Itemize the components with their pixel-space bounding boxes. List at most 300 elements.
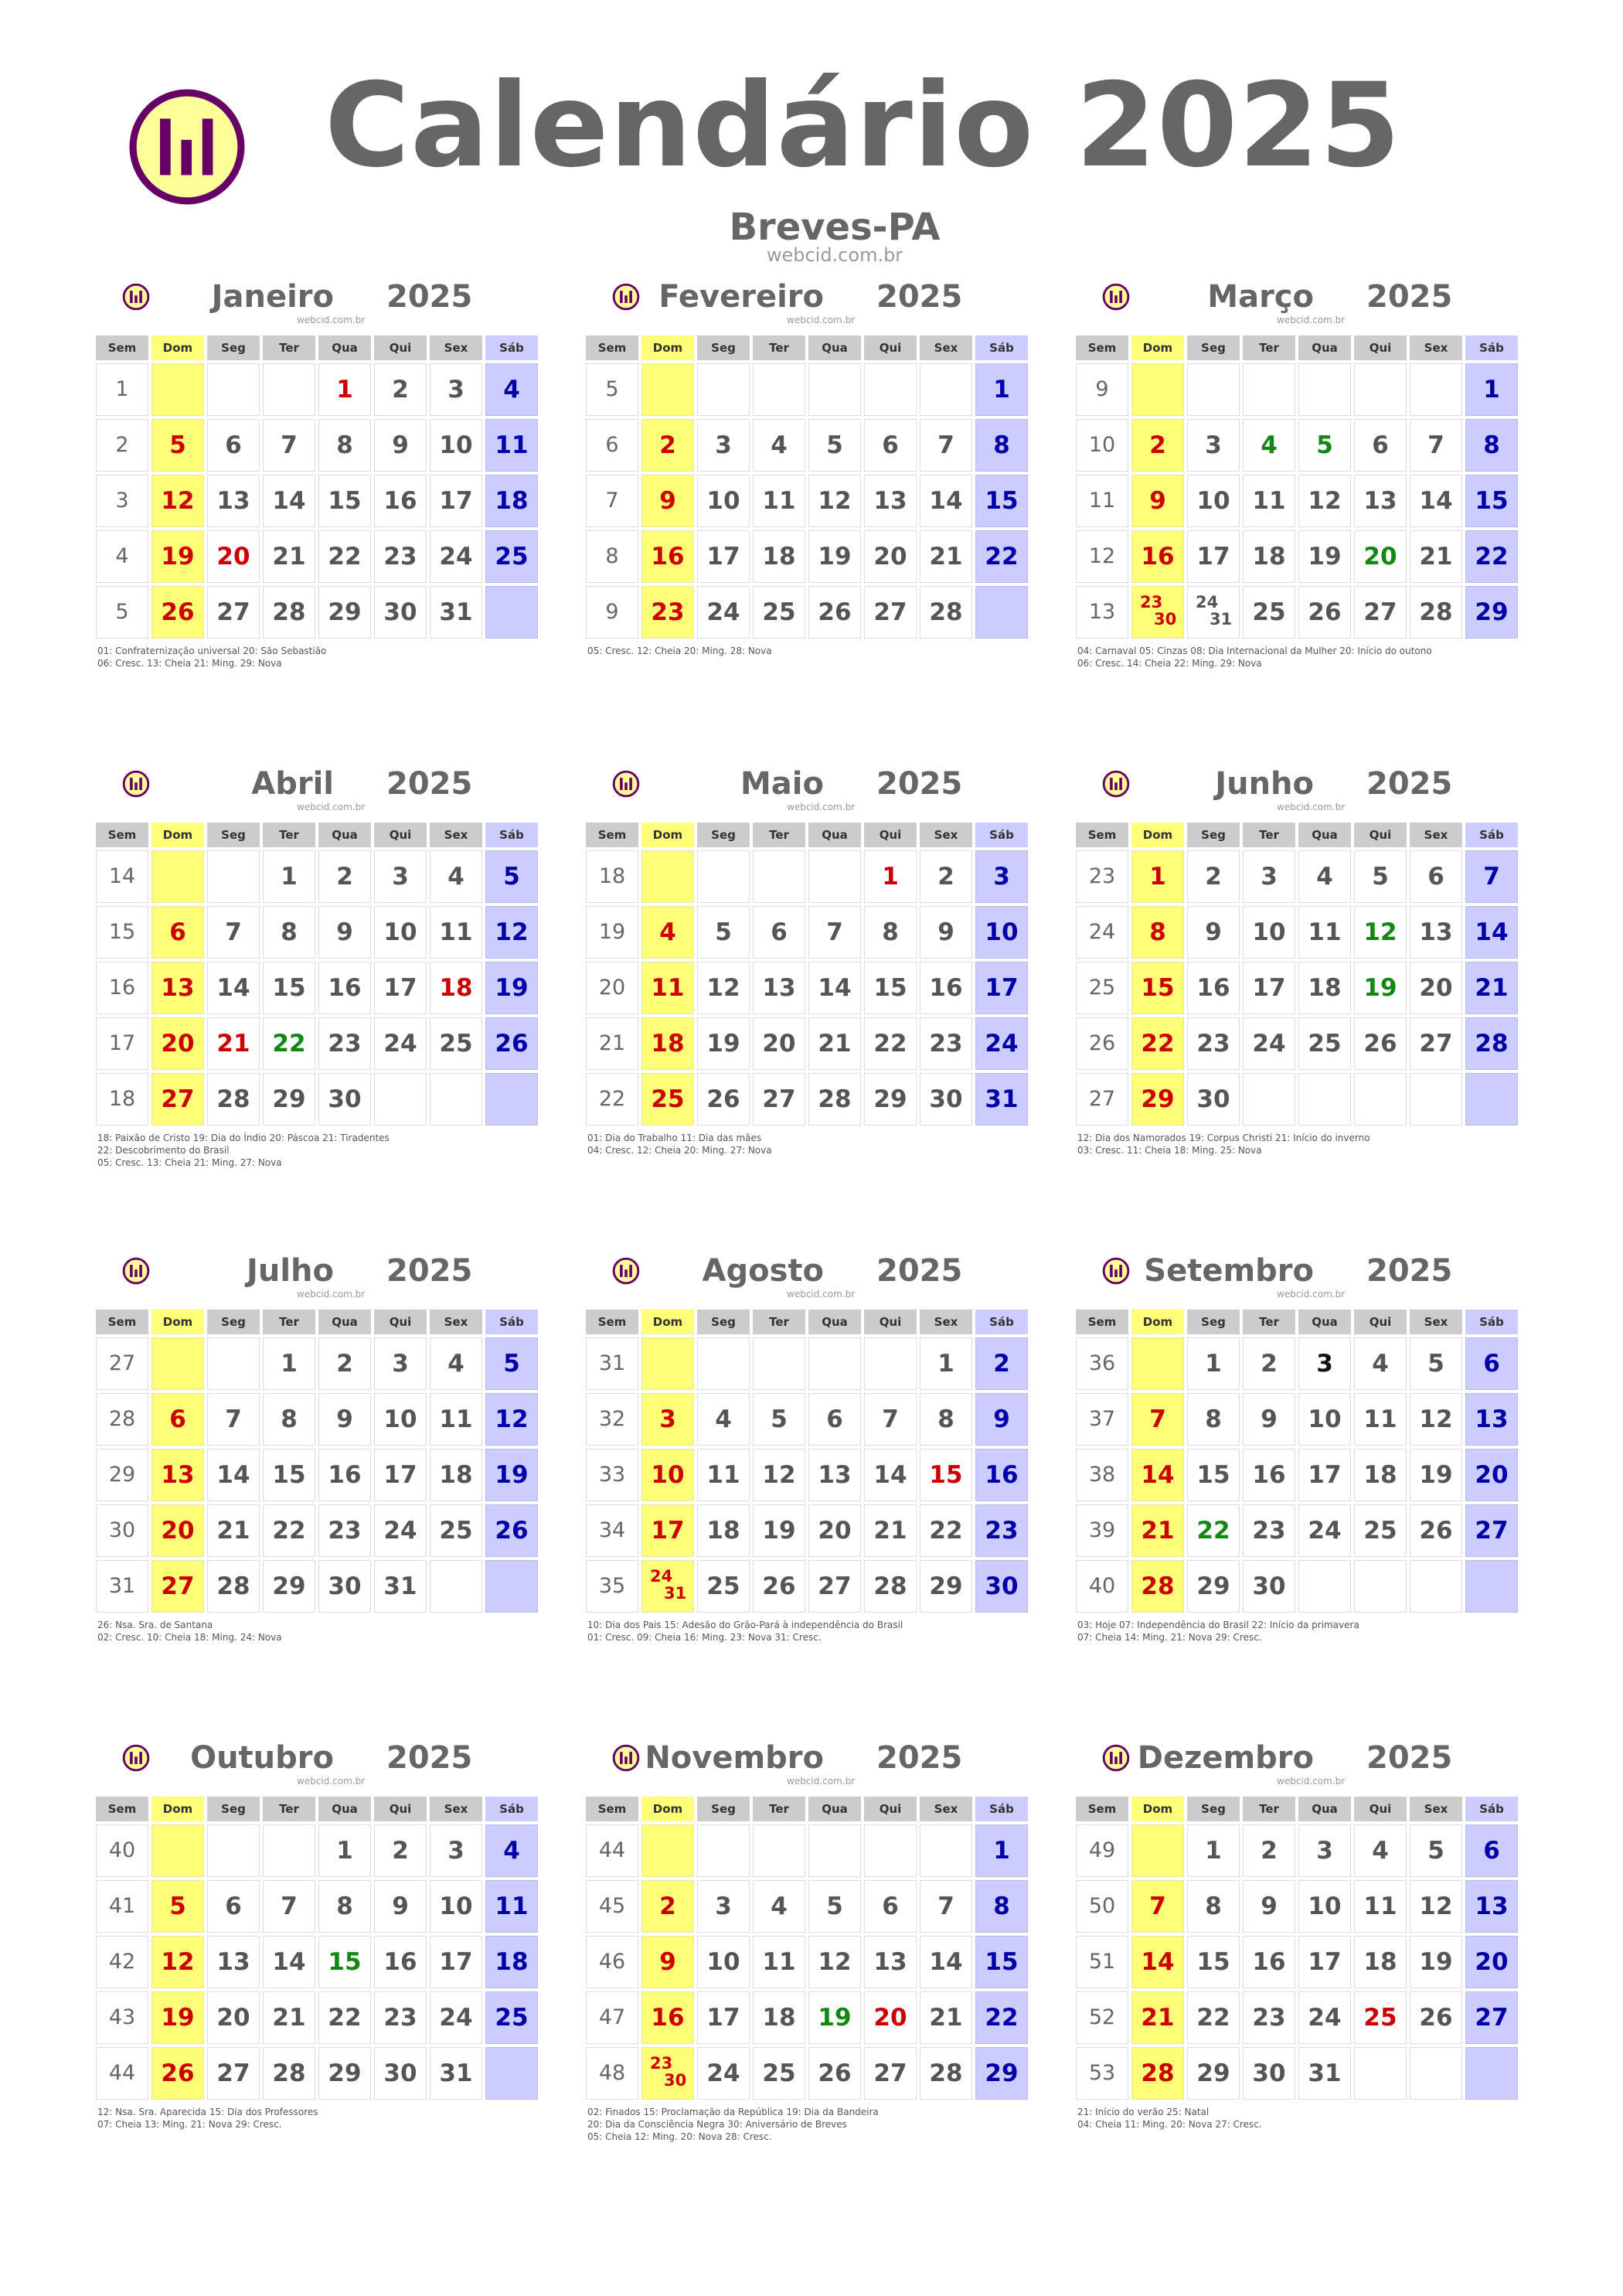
day-cell[interactable]: 22 <box>263 1017 315 1070</box>
day-cell[interactable]: 13 <box>1410 906 1462 959</box>
day-cell[interactable]: 12 <box>697 962 750 1014</box>
day-cell[interactable]: 17 <box>1187 530 1240 583</box>
day-cell[interactable]: 29 <box>263 1560 315 1613</box>
day-cell[interactable]: 13 <box>151 1449 204 1501</box>
day-cell[interactable]: 7 <box>263 1880 315 1933</box>
day-cell[interactable]: 12 <box>1298 475 1351 527</box>
day-cell[interactable]: 26 <box>151 2047 204 2100</box>
day-cell[interactable]: 27 <box>1465 1991 1518 2044</box>
day-cell[interactable]: 15 <box>1131 962 1184 1014</box>
day-cell[interactable]: 29 <box>1131 1073 1184 1126</box>
day-cell[interactable]: 4 <box>641 906 694 959</box>
day-cell[interactable]: 26 <box>485 1504 538 1557</box>
day-cell[interactable]: 15 <box>318 475 371 527</box>
day-cell[interactable]: 10 <box>641 1449 694 1501</box>
day-cell[interactable]: 28 <box>920 2047 972 2100</box>
day-cell[interactable]: 3 <box>1187 419 1240 472</box>
day-cell[interactable]: 14 <box>1410 475 1462 527</box>
day-cell[interactable]: 25 <box>641 1073 694 1126</box>
day-cell[interactable]: 28 <box>207 1560 260 1613</box>
day-cell[interactable]: 20 <box>864 1991 917 2044</box>
day-cell[interactable]: 18 <box>641 1017 694 1070</box>
day-cell[interactable]: 18 <box>430 1449 482 1501</box>
day-cell[interactable]: 12 <box>151 475 204 527</box>
day-cell[interactable]: 21 <box>207 1504 260 1557</box>
day-cell[interactable]: 10 <box>1298 1880 1351 1933</box>
day-cell[interactable]: 12 <box>1410 1880 1462 1933</box>
day-cell[interactable]: 2 <box>920 850 972 903</box>
day-cell[interactable]: 29 <box>318 2047 371 2100</box>
day-cell[interactable]: 10 <box>697 1936 750 1988</box>
day-cell[interactable]: 13 <box>864 475 917 527</box>
day-cell[interactable]: 13 <box>207 475 260 527</box>
day-cell[interactable]: 3 <box>430 1824 482 1877</box>
day-cell[interactable]: 27 <box>864 2047 917 2100</box>
day-cell[interactable]: 8 <box>864 906 917 959</box>
day-cell[interactable]: 15 <box>1187 1449 1240 1501</box>
day-cell[interactable]: 18 <box>430 962 482 1014</box>
day-cell[interactable]: 11 <box>753 475 805 527</box>
day-cell[interactable]: 18 <box>753 530 805 583</box>
day-cell[interactable]: 22 <box>864 1017 917 1070</box>
day-cell[interactable]: 15 <box>975 1936 1028 1988</box>
day-cell[interactable]: 22 <box>1131 1017 1184 1070</box>
day-cell[interactable]: 14 <box>920 475 972 527</box>
day-cell[interactable]: 14 <box>263 1936 315 1988</box>
day-cell[interactable]: 12 <box>1410 1393 1462 1446</box>
day-cell[interactable]: 7 <box>808 906 861 959</box>
day-cell[interactable]: 21 <box>263 1991 315 2044</box>
day-cell[interactable]: 26 <box>1410 1504 1462 1557</box>
day-cell[interactable]: 26 <box>485 1017 538 1070</box>
day-cell[interactable]: 29 <box>1465 586 1518 639</box>
day-cell[interactable]: 16 <box>318 962 371 1014</box>
day-cell[interactable]: 1 <box>1131 850 1184 903</box>
day-cell[interactable]: 14 <box>263 475 315 527</box>
day-cell[interactable]: 1 <box>864 850 917 903</box>
day-cell[interactable]: 18 <box>1298 962 1351 1014</box>
day-cell[interactable]: 28 <box>920 586 972 639</box>
day-cell[interactable]: 22 <box>975 530 1028 583</box>
day-cell[interactable]: 15 <box>263 1449 315 1501</box>
day-cell[interactable]: 12 <box>808 1936 861 1988</box>
day-cell[interactable]: 10 <box>1243 906 1295 959</box>
day-cell[interactable]: 21 <box>920 530 972 583</box>
day-cell[interactable]: 3 <box>1243 850 1295 903</box>
day-cell[interactable]: 29 <box>864 1073 917 1126</box>
day-cell[interactable]: 4 <box>485 1824 538 1877</box>
day-cell[interactable]: 30 <box>920 1073 972 1126</box>
day-cell[interactable]: 9 <box>920 906 972 959</box>
day-cell[interactable]: 11 <box>753 1936 805 1988</box>
day-cell[interactable]: 26 <box>753 1560 805 1613</box>
day-cell[interactable]: 23 <box>374 1991 427 2044</box>
day-cell[interactable]: 3 <box>697 1880 750 1933</box>
day-cell[interactable]: 25 <box>1354 1504 1407 1557</box>
day-cell[interactable]: 26 <box>151 586 204 639</box>
day-cell[interactable]: 2 <box>1187 850 1240 903</box>
day-cell[interactable]: 7 <box>263 419 315 472</box>
day-cell[interactable]: 7 <box>1465 850 1518 903</box>
day-cell[interactable]: 1 <box>975 1824 1028 1877</box>
day-cell[interactable]: 24 <box>975 1017 1028 1070</box>
day-cell[interactable]: 13 <box>151 962 204 1014</box>
day-cell[interactable]: 2 <box>641 1880 694 1933</box>
day-cell[interactable]: 5 <box>1410 1824 1462 1877</box>
day-cell[interactable]: 20 <box>151 1017 204 1070</box>
day-cell[interactable]: 3 <box>975 850 1028 903</box>
day-cell[interactable]: 27 <box>1354 586 1407 639</box>
day-cell[interactable]: 14 <box>207 1449 260 1501</box>
day-cell[interactable]: 3 <box>641 1393 694 1446</box>
day-cell[interactable]: 27 <box>753 1073 805 1126</box>
day-cell[interactable]: 25 <box>430 1504 482 1557</box>
day-cell[interactable]: 28 <box>1410 586 1462 639</box>
day-cell[interactable]: 14 <box>1131 1449 1184 1501</box>
day-cell[interactable]: 27 <box>207 586 260 639</box>
day-cell[interactable]: 6 <box>207 1880 260 1933</box>
day-cell[interactable]: 28 <box>808 1073 861 1126</box>
day-cell[interactable]: 20 <box>753 1017 805 1070</box>
day-cell[interactable]: 20 <box>808 1504 861 1557</box>
day-cell[interactable]: 23 <box>975 1504 1028 1557</box>
day-cell[interactable]: 24 <box>697 586 750 639</box>
day-cell[interactable]: 11 <box>1354 1393 1407 1446</box>
day-cell[interactable]: 6 <box>1465 1337 1518 1390</box>
day-cell[interactable]: 27 <box>151 1073 204 1126</box>
day-cell[interactable]: 6 <box>207 419 260 472</box>
day-cell[interactable]: 26 <box>808 2047 861 2100</box>
day-cell[interactable]: 2 <box>1131 419 1184 472</box>
day-cell[interactable]: 18 <box>1354 1936 1407 1988</box>
day-cell[interactable]: 9 <box>641 475 694 527</box>
day-cell[interactable]: 7 <box>920 419 972 472</box>
day-cell[interactable]: 14 <box>920 1936 972 1988</box>
day-cell[interactable]: 8 <box>1465 419 1518 472</box>
day-cell[interactable]: 11 <box>697 1449 750 1501</box>
day-cell[interactable]: 23 <box>374 530 427 583</box>
day-cell[interactable]: 31 <box>374 1560 427 1613</box>
day-cell[interactable]: 4 <box>1354 1337 1407 1390</box>
day-cell[interactable]: 18 <box>697 1504 750 1557</box>
day-cell[interactable]: 20 <box>207 1991 260 2044</box>
day-cell[interactable]: 9 <box>975 1393 1028 1446</box>
day-cell[interactable]: 13 <box>1465 1393 1518 1446</box>
day-cell[interactable]: 5 <box>808 1880 861 1933</box>
day-cell[interactable]: 10 <box>697 475 750 527</box>
day-cell[interactable]: 13 <box>207 1936 260 1988</box>
day-cell[interactable]: 8 <box>1187 1880 1240 1933</box>
day-cell[interactable]: 27 <box>808 1560 861 1613</box>
day-cell[interactable]: 20 <box>864 530 917 583</box>
day-cell[interactable]: 16 <box>920 962 972 1014</box>
day-cell[interactable]: 16 <box>1243 1936 1295 1988</box>
day-cell[interactable]: 11 <box>430 906 482 959</box>
day-cell[interactable]: 1 <box>1187 1337 1240 1390</box>
day-cell[interactable]: 2 <box>374 363 427 416</box>
day-cell[interactable]: 9 <box>1187 906 1240 959</box>
day-cell[interactable]: 17 <box>697 530 750 583</box>
day-cell[interactable]: 8 <box>318 419 371 472</box>
day-cell[interactable]: 9 <box>1243 1393 1295 1446</box>
day-cell[interactable]: 6 <box>151 1393 204 1446</box>
day-cell[interactable]: 3 <box>430 363 482 416</box>
day-cell[interactable]: 17 <box>374 1449 427 1501</box>
day-cell[interactable]: 5 <box>1410 1337 1462 1390</box>
day-cell[interactable]: 17 <box>430 475 482 527</box>
day-cell[interactable]: 28 <box>1131 2047 1184 2100</box>
day-cell[interactable]: 13 <box>753 962 805 1014</box>
day-cell[interactable]: 10 <box>1298 1393 1351 1446</box>
day-cell[interactable]: 11 <box>485 1880 538 1933</box>
day-cell[interactable]: 25 <box>753 586 805 639</box>
day-cell[interactable]: 22 <box>318 530 371 583</box>
day-cell[interactable]: 17 <box>374 962 427 1014</box>
day-cell[interactable]: 21 <box>1131 1504 1184 1557</box>
day-cell[interactable]: 10 <box>430 419 482 472</box>
day-cell[interactable]: 19 <box>1354 962 1407 1014</box>
day-cell[interactable]: 24 <box>374 1504 427 1557</box>
day-cell[interactable]: 18 <box>1354 1449 1407 1501</box>
day-cell[interactable]: 6 <box>151 906 204 959</box>
day-cell[interactable]: 13 <box>864 1936 917 1988</box>
day-cell[interactable]: 30 <box>374 2047 427 2100</box>
day-cell[interactable]: 19 <box>808 1991 861 2044</box>
day-cell[interactable]: 11 <box>641 962 694 1014</box>
day-cell[interactable]: 23 <box>318 1504 371 1557</box>
day-cell[interactable]: 22 <box>1187 1504 1240 1557</box>
day-cell[interactable]: 26 <box>1354 1017 1407 1070</box>
day-cell[interactable]: 9 <box>374 1880 427 1933</box>
day-cell[interactable]: 22 <box>1465 530 1518 583</box>
day-cell[interactable]: 21 <box>920 1991 972 2044</box>
day-cell[interactable]: 9 <box>1131 475 1184 527</box>
day-cell[interactable]: 13 <box>808 1449 861 1501</box>
day-cell[interactable]: 16 <box>374 1936 427 1988</box>
day-cell[interactable]: 11 <box>1354 1880 1407 1933</box>
day-cell[interactable]: 29 <box>975 2047 1028 2100</box>
day-cell[interactable]: 22 <box>920 1504 972 1557</box>
day-cell[interactable]: 9 <box>1243 1880 1295 1933</box>
day-cell[interactable]: 21 <box>808 1017 861 1070</box>
day-cell[interactable]: 19 <box>1410 1449 1462 1501</box>
day-cell[interactable]: 3 <box>374 1337 427 1390</box>
day-cell[interactable]: 20 <box>207 530 260 583</box>
day-cell[interactable]: 27 <box>207 2047 260 2100</box>
day-cell[interactable]: 7 <box>920 1880 972 1933</box>
day-cell[interactable]: 12 <box>1354 906 1407 959</box>
day-cell[interactable]: 26 <box>1410 1991 1462 2044</box>
day-cell[interactable]: 16 <box>374 475 427 527</box>
day-cell[interactable]: 23 <box>318 1017 371 1070</box>
day-cell[interactable]: 23 <box>641 586 694 639</box>
day-cell[interactable]: 22 <box>975 1991 1028 2044</box>
day-cell[interactable]: 19 <box>151 1991 204 2044</box>
day-cell[interactable]: 5 <box>151 1880 204 1933</box>
day-cell[interactable]: 7 <box>207 1393 260 1446</box>
day-cell[interactable]: 19 <box>1298 530 1351 583</box>
day-cell[interactable]: 9 <box>318 906 371 959</box>
day-cell[interactable]: 15 <box>975 475 1028 527</box>
day-cell[interactable]: 8 <box>263 906 315 959</box>
day-cell[interactable]: 17 <box>430 1936 482 1988</box>
day-cell[interactable]: 29 <box>263 1073 315 1126</box>
day-cell[interactable]: 15 <box>920 1449 972 1501</box>
day-cell[interactable]: 22 <box>263 1504 315 1557</box>
day-cell[interactable]: 16 <box>641 530 694 583</box>
day-cell[interactable]: 19 <box>151 530 204 583</box>
day-cell[interactable]: 19 <box>485 1449 538 1501</box>
day-cell[interactable]: 17 <box>1298 1449 1351 1501</box>
day-cell[interactable]: 14 <box>207 962 260 1014</box>
day-cell[interactable]: 29 <box>318 586 371 639</box>
day-cell[interactable]: 29 <box>920 1560 972 1613</box>
day-cell[interactable]: 12 <box>753 1449 805 1501</box>
day-cell[interactable]: 4 <box>430 850 482 903</box>
day-cell[interactable]: 16 <box>318 1449 371 1501</box>
day-cell[interactable]: 20 <box>1465 1936 1518 1988</box>
day-cell[interactable]: 6 <box>864 419 917 472</box>
day-cell[interactable]: 7 <box>1131 1880 1184 1933</box>
day-cell[interactable]: 2 <box>1243 1824 1295 1877</box>
day-cell[interactable]: 6 <box>1410 850 1462 903</box>
day-cell[interactable]: 4 <box>1298 850 1351 903</box>
day-cell[interactable]: 2 <box>975 1337 1028 1390</box>
day-cell[interactable]: 19 <box>808 530 861 583</box>
day-cell[interactable]: 16 <box>975 1449 1028 1501</box>
day-cell[interactable]: 28 <box>1131 1560 1184 1613</box>
day-cell[interactable]: 8 <box>263 1393 315 1446</box>
day-cell[interactable]: 1 <box>975 363 1028 416</box>
day-cell[interactable] <box>1187 586 1240 639</box>
day-cell[interactable]: 28 <box>263 2047 315 2100</box>
day-cell[interactable]: 5 <box>1298 419 1351 472</box>
day-cell[interactable]: 13 <box>1465 1880 1518 1933</box>
day-cell[interactable]: 3 <box>1298 1337 1351 1390</box>
day-cell[interactable] <box>641 1560 694 1613</box>
day-cell[interactable]: 13 <box>1354 475 1407 527</box>
day-cell[interactable]: 4 <box>430 1337 482 1390</box>
day-cell[interactable]: 10 <box>374 1393 427 1446</box>
day-cell[interactable]: 31 <box>975 1073 1028 1126</box>
day-cell[interactable]: 4 <box>753 419 805 472</box>
day-cell[interactable]: 23 <box>1243 1991 1295 2044</box>
day-cell[interactable]: 5 <box>151 419 204 472</box>
day-cell[interactable]: 31 <box>430 586 482 639</box>
day-cell[interactable]: 14 <box>808 962 861 1014</box>
day-cell[interactable]: 25 <box>1354 1991 1407 2044</box>
day-cell[interactable]: 6 <box>1465 1824 1518 1877</box>
day-cell[interactable]: 17 <box>1298 1936 1351 1988</box>
day-cell[interactable]: 18 <box>485 1936 538 1988</box>
day-cell[interactable]: 12 <box>151 1936 204 1988</box>
day-cell[interactable]: 19 <box>697 1017 750 1070</box>
day-cell[interactable]: 26 <box>697 1073 750 1126</box>
day-cell[interactable]: 4 <box>1243 419 1295 472</box>
day-cell[interactable]: 2 <box>318 1337 371 1390</box>
day-cell[interactable]: 23 <box>920 1017 972 1070</box>
day-cell[interactable]: 20 <box>151 1504 204 1557</box>
day-cell[interactable]: 24 <box>430 1991 482 2044</box>
day-cell[interactable]: 16 <box>1131 530 1184 583</box>
day-cell[interactable]: 7 <box>864 1393 917 1446</box>
day-cell[interactable]: 23 <box>1187 1017 1240 1070</box>
day-cell[interactable]: 26 <box>1298 586 1351 639</box>
day-cell[interactable]: 21 <box>1131 1991 1184 2044</box>
day-cell[interactable]: 27 <box>864 586 917 639</box>
day-cell[interactable]: 27 <box>151 1560 204 1613</box>
day-cell[interactable]: 1 <box>1465 363 1518 416</box>
day-cell[interactable]: 15 <box>318 1936 371 1988</box>
day-cell[interactable]: 1 <box>1187 1824 1240 1877</box>
day-cell[interactable]: 6 <box>808 1393 861 1446</box>
day-cell[interactable]: 10 <box>374 906 427 959</box>
day-cell[interactable]: 15 <box>1187 1936 1240 1988</box>
day-cell[interactable]: 19 <box>1410 1936 1462 1988</box>
day-cell[interactable]: 25 <box>753 2047 805 2100</box>
day-cell[interactable]: 5 <box>697 906 750 959</box>
day-cell[interactable]: 6 <box>864 1880 917 1933</box>
day-cell[interactable]: 9 <box>374 419 427 472</box>
day-cell[interactable]: 17 <box>1243 962 1295 1014</box>
day-cell[interactable]: 14 <box>864 1449 917 1501</box>
day-cell[interactable]: 31 <box>430 2047 482 2100</box>
day-cell[interactable]: 7 <box>207 906 260 959</box>
day-cell[interactable]: 18 <box>485 475 538 527</box>
day-cell[interactable]: 15 <box>1465 475 1518 527</box>
day-cell[interactable]: 17 <box>697 1991 750 2044</box>
day-cell[interactable]: 1 <box>920 1337 972 1390</box>
day-cell[interactable]: 5 <box>485 1337 538 1390</box>
day-cell[interactable]: 8 <box>975 1880 1028 1933</box>
day-cell[interactable]: 28 <box>864 1560 917 1613</box>
day-cell[interactable]: 8 <box>318 1880 371 1933</box>
day-cell[interactable]: 30 <box>975 1560 1028 1613</box>
day-cell[interactable]: 4 <box>697 1393 750 1446</box>
day-cell[interactable]: 11 <box>1298 906 1351 959</box>
day-cell[interactable]: 7 <box>1131 1393 1184 1446</box>
day-cell[interactable]: 8 <box>920 1393 972 1446</box>
day-cell[interactable]: 24 <box>1298 1504 1351 1557</box>
day-cell[interactable]: 21 <box>207 1017 260 1070</box>
day-cell[interactable]: 15 <box>864 962 917 1014</box>
day-cell[interactable]: 21 <box>263 530 315 583</box>
day-cell[interactable]: 19 <box>485 962 538 1014</box>
day-cell[interactable]: 21 <box>1410 530 1462 583</box>
day-cell[interactable]: 2 <box>318 850 371 903</box>
day-cell[interactable]: 1 <box>263 1337 315 1390</box>
day-cell[interactable]: 4 <box>1354 1824 1407 1877</box>
day-cell[interactable]: 1 <box>263 850 315 903</box>
day-cell[interactable]: 20 <box>1354 530 1407 583</box>
day-cell[interactable]: 3 <box>374 850 427 903</box>
day-cell[interactable]: 18 <box>753 1991 805 2044</box>
day-cell[interactable]: 1 <box>318 1824 371 1877</box>
day-cell[interactable]: 5 <box>753 1393 805 1446</box>
day-cell[interactable]: 31 <box>1298 2047 1351 2100</box>
day-cell[interactable]: 10 <box>430 1880 482 1933</box>
day-cell[interactable]: 19 <box>753 1504 805 1557</box>
day-cell[interactable]: 12 <box>808 475 861 527</box>
day-cell[interactable]: 30 <box>1243 1560 1295 1613</box>
day-cell[interactable]: 9 <box>318 1393 371 1446</box>
day-cell[interactable]: 8 <box>1131 906 1184 959</box>
day-cell[interactable]: 12 <box>485 1393 538 1446</box>
day-cell[interactable]: 20 <box>1465 1449 1518 1501</box>
day-cell[interactable]: 24 <box>1243 1017 1295 1070</box>
day-cell[interactable]: 15 <box>263 962 315 1014</box>
day-cell[interactable]: 14 <box>1131 1936 1184 1988</box>
